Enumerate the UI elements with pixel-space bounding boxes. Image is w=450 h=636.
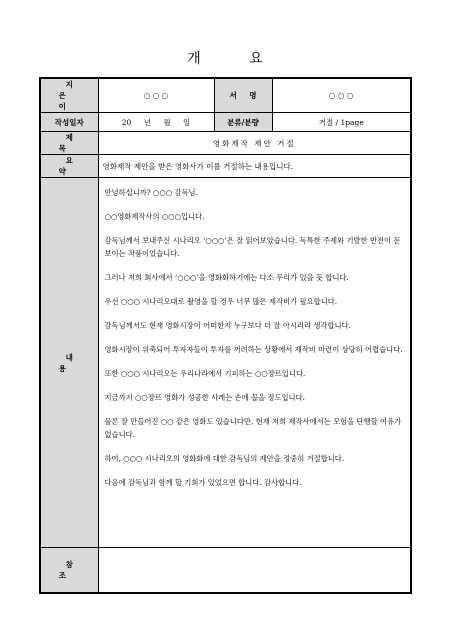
category-value: 거절 / 1page	[272, 113, 411, 132]
content-paragraph: 또한 ○○○ 시나리오는 우리나라에서 기피하는 ○○장르입니다.	[104, 369, 306, 378]
date-label: 작성일자	[40, 113, 98, 132]
author-value: ○ ○ ○	[98, 78, 214, 113]
subject-value: 영화제작 제안 거절	[98, 132, 411, 155]
reference-value	[98, 548, 411, 593]
content-paragraph: 감독님께서 보내주신 시나리오 ‘○○○’은 잘 읽어보았습니다. 독특한 주제와 기발한 반전이 돋보이는 작품이었습니다.	[104, 236, 401, 258]
content-label: 내 용	[40, 178, 98, 548]
content-row	[40, 178, 411, 548]
document-form-table	[39, 77, 412, 594]
content-paragraph: 영화시장이 위축되어 투자자들이 투자를 꺼려하는 상황에서 제작비 마련이 상당히 어렵습니다.	[104, 345, 403, 354]
content-paragraph: 그러나 저희 회사에서 ‘○○○’을 영화화하기에는 다소 무리가 있을 듯 합니다.	[104, 273, 349, 282]
category-label: 분류/분량	[214, 113, 272, 132]
reference-row	[40, 548, 411, 593]
author-label: 지 은 이	[40, 78, 98, 113]
content-paragraph: 다음에 감독님과 함께 할 기회가 있었으면 합니다. 감사합니다.	[104, 478, 302, 487]
author-row	[40, 78, 411, 113]
content-paragraph: 지금까지 ○○장르 영화가 성공한 사례는 손에 꼽을 정도입니다.	[104, 393, 305, 402]
content-paragraph: 물론 잘 만들어진 ○○ 같은 영화도 있습니다만, 현재 저희 제작사에서는 모험을 단행할 여유가 없습니다.	[104, 417, 402, 439]
signature-label: 서 명	[214, 78, 272, 113]
content-body	[98, 178, 411, 548]
summary-label: 요 약	[40, 155, 98, 178]
subject-label: 제 목	[40, 132, 98, 155]
subject-row	[40, 132, 411, 155]
content-paragraph: 우선 ○○○ 시나리오대로 촬영을 할 경우 너무 많은 제작비가 필요합니다.	[104, 297, 338, 306]
document-title: 개 요	[187, 51, 285, 67]
content-paragraph: 감독님께서도 현재 영화시장이 어떠한지 누구보다 더 잘 아시리라 생각합니다.	[104, 321, 351, 330]
signature-value: ○ ○ ○	[272, 78, 411, 113]
date-value: 20 년 월 일	[98, 113, 214, 132]
summary-value: 영화제작 제안을 받은 영화사가 이를 거절하는 내용입니다.	[98, 155, 411, 178]
summary-row	[40, 155, 411, 178]
content-paragraph: 하여, ○○○ 시나리오의 영화화에 대한 감독님의 제안을 정중히 거절합니다.	[104, 454, 345, 463]
date-row	[40, 113, 411, 132]
content-paragraph: ○○영화제작사의 ○○○입니다.	[104, 212, 205, 221]
reference-label: 참 조	[40, 548, 98, 593]
content-paragraph: 안녕하십니까? ○○○ 감독님.	[104, 188, 198, 197]
